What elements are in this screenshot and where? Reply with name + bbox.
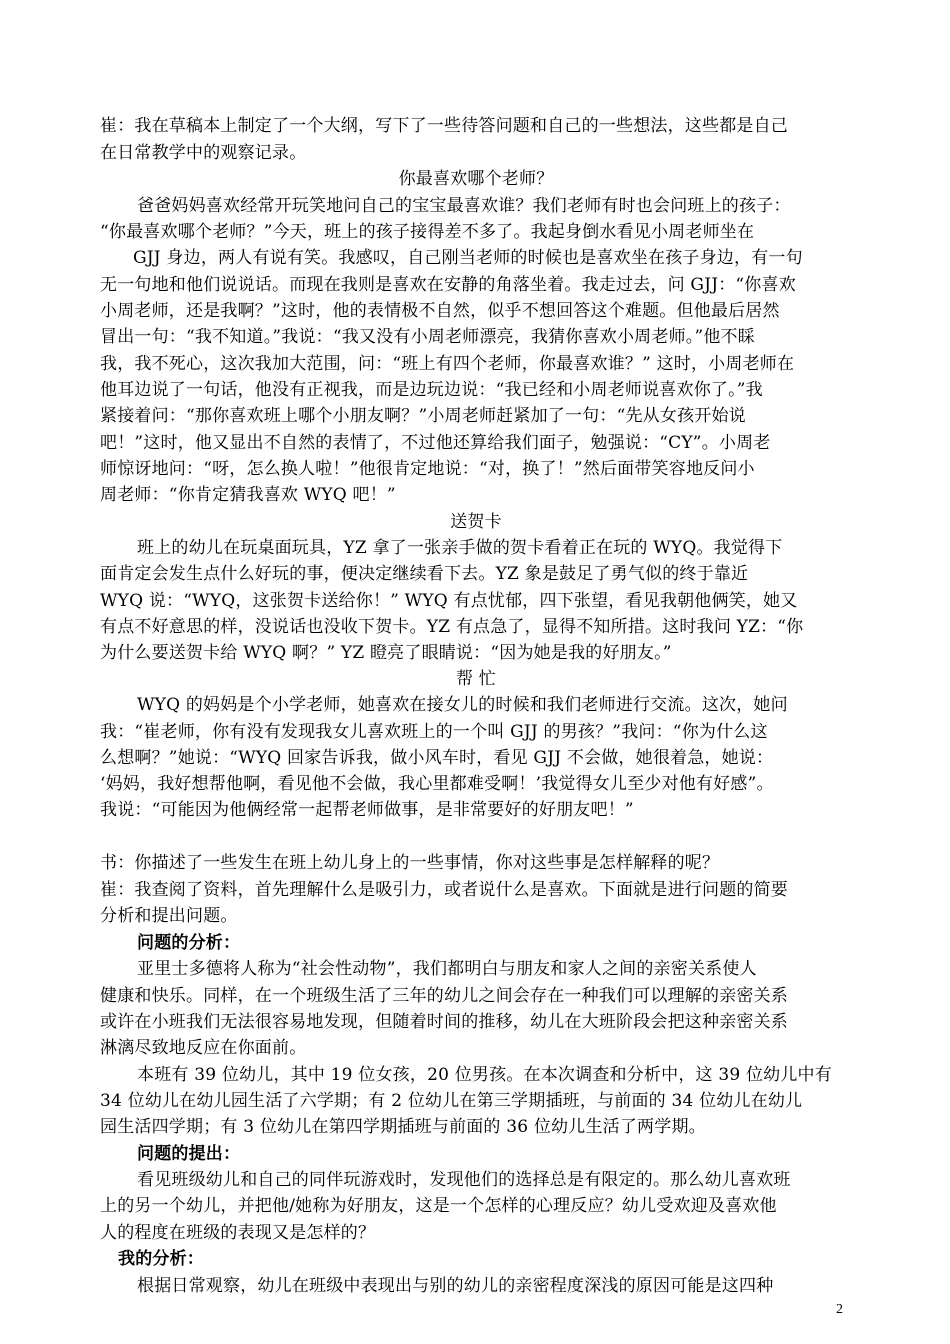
text-line: 分析和提出问题。	[100, 906, 238, 926]
text-line: 有点不好意思的样，没说话也没收下贺卡。YZ 有点急了，显得不知所措。这时我问 YZ：“你	[100, 617, 804, 637]
text-line: ‘妈妈，我好想帮他啊，看见他不会做，我心里都难受啊！’我觉得女儿至少对他有好感”。	[100, 774, 774, 794]
text-line: 为什么要送贺卡给 WYQ 啊？” YZ 瞪亮了眼睛说：“因为她是我的好朋友。”	[100, 643, 672, 663]
subheading: 问题的提出：	[137, 1144, 241, 1164]
text-line: 淋漓尽致地反应在你面前。	[100, 1038, 307, 1058]
text-line: 书：你描述了一些发生在班上幼儿身上的一些事情，你对这些事是怎样解释的呢？	[100, 853, 720, 873]
text-line: 根据日常观察，幼儿在班级中表现出与别的幼儿的亲密程度深浅的原因可能是这四种	[137, 1276, 774, 1296]
text-line: 在日常教学中的观察记录。	[100, 143, 307, 163]
subheading: 我的分析：	[118, 1249, 204, 1269]
text-line: 健康和快乐。同样，在一个班级生活了三年的幼儿之间会存在一种我们可以理解的亲密关系	[100, 986, 788, 1006]
text-line: 吧！”这时，他又显出不自然的表情了，不过他还算给我们面子，勉强说：“CY”。小周老	[100, 433, 771, 453]
text-line: WYQ 说：“WYQ，这张贺卡送给你！” WYQ 有点忧郁，四下张望，看见我朝他俩笑，她又	[100, 591, 798, 611]
text-line: 园生活四学期；有 3 位幼儿在第四学期插班与前面的 36 位幼儿生活了两学期。	[100, 1117, 706, 1137]
subheading: 问题的分析：	[137, 933, 241, 953]
text-line: 人的程度在班级的表现又是怎样的？	[100, 1223, 376, 1243]
text-line: 周老师：“你肯定猜我喜欢 WYQ 吧！”	[100, 485, 396, 505]
page-number: 2	[836, 1302, 844, 1317]
text-line: “你最喜欢哪个老师？”今天，班上的孩子接得差不多了。我起身倒水看见小周老师坐在	[100, 222, 755, 242]
text-line: 他耳边说了一句话，他没有正视我，而是边玩边说：“我已经和小周老师说喜欢你了。”我	[100, 380, 763, 400]
text-line: 我说：“可能因为他俩经常一起帮老师做事，是非常要好的好朋友吧！”	[100, 800, 634, 820]
text-line: 崔：我在草稿本上制定了一个大纲，写下了一些待答问题和自己的一些想法，这些都是自己	[100, 116, 788, 136]
section-heading: 你最喜欢哪个老师？	[398, 169, 554, 189]
text-line: 看见班级幼儿和自己的同伴玩游戏时，发现他们的选择总是有限定的。那么幼儿喜欢班	[137, 1170, 791, 1190]
text-line: 面肯定会发生点什么好玩的事，便决定继续看下去。YZ 象是鼓足了勇气似的终于靠近	[100, 564, 749, 584]
text-line: 么想啊？”她说：“WYQ 回家告诉我，做小风车时，看见 GJJ 不会做，她很着急，她说：	[100, 748, 774, 768]
text-line: 上的另一个幼儿，并把他/她称为好朋友，这是一个怎样的心理反应？幼儿受欢迎及喜欢他	[100, 1196, 777, 1216]
text-line: 冒出一句：“我不知道。”我说：“我又没有小周老师漂亮，我猜你喜欢小周老师。”他不睬	[100, 327, 755, 347]
text-line: 无一句地和他们说说话。而现在我则是喜欢在安静的角落坐着。我走过去，问 GJJ：“你喜欢	[100, 275, 796, 295]
text-line: 爸爸妈妈喜欢经常开玩笑地问自己的宝宝最喜欢谁？我们老师有时也会问班上的孩子：	[137, 196, 791, 216]
text-line: 亚里士多德将人称为“社会性动物”，我们都明白与朋友和家人之间的亲密关系使人	[137, 959, 757, 979]
text-line: 紧接着问：“那你喜欢班上哪个小朋友啊？”小周老师赶紧加了一句：“先从女孩开始说	[100, 406, 746, 426]
text-line: WYQ 的妈妈是个小学老师，她喜欢在接女儿的时候和我们老师进行交流。这次，她问	[137, 695, 788, 715]
text-line: 师惊讶地问：“呀，怎么换人啦！”他很肯定地说：“对，换了！”然后面带笑容地反问小	[100, 459, 755, 479]
section-heading: 帮 忙	[455, 669, 496, 689]
text-line: 我：“崔老师，你有没有发现我女儿喜欢班上的一个叫 GJJ 的男孩？”我问：“你为什么这	[100, 722, 768, 742]
text-line: GJJ 身边，两人有说有笑。我感叹，自己刚当老师的时候也是喜欢坐在孩子身边，有一句	[133, 248, 803, 268]
text-line: 本班有 39 位幼儿，其中 19 位女孩，20 位男孩。在本次调查和分析中，这 39 位幼儿中有	[137, 1065, 832, 1085]
text-line: 小周老师，还是我啊？”这时，他的表情极不自然，似乎不想回答这个难题。但他最后居然	[100, 301, 780, 321]
text-line: 崔：我查阅了资料，首先理解什么是吸引力，或者说什么是喜欢。下面就是进行问题的简要	[100, 880, 788, 900]
text-line: 班上的幼儿在玩桌面玩具，YZ 拿了一张亲手做的贺卡看着正在玩的 WYQ。我觉得下	[137, 538, 783, 558]
text-line: 34 位幼儿在幼儿园生活了六学期；有 2 位幼儿在第三学期插班，与前面的 34 位幼儿在幼儿	[100, 1091, 803, 1111]
section-heading: 送贺卡	[450, 512, 502, 532]
text-line: 我，我不死心，这次我加大范围，问：“班上有四个老师，你最喜欢谁？” 这时，小周老师在	[100, 354, 795, 374]
text-line: 或许在小班我们无法很容易地发现，但随着时间的推移，幼儿在大班阶段会把这种亲密关系	[100, 1012, 788, 1032]
